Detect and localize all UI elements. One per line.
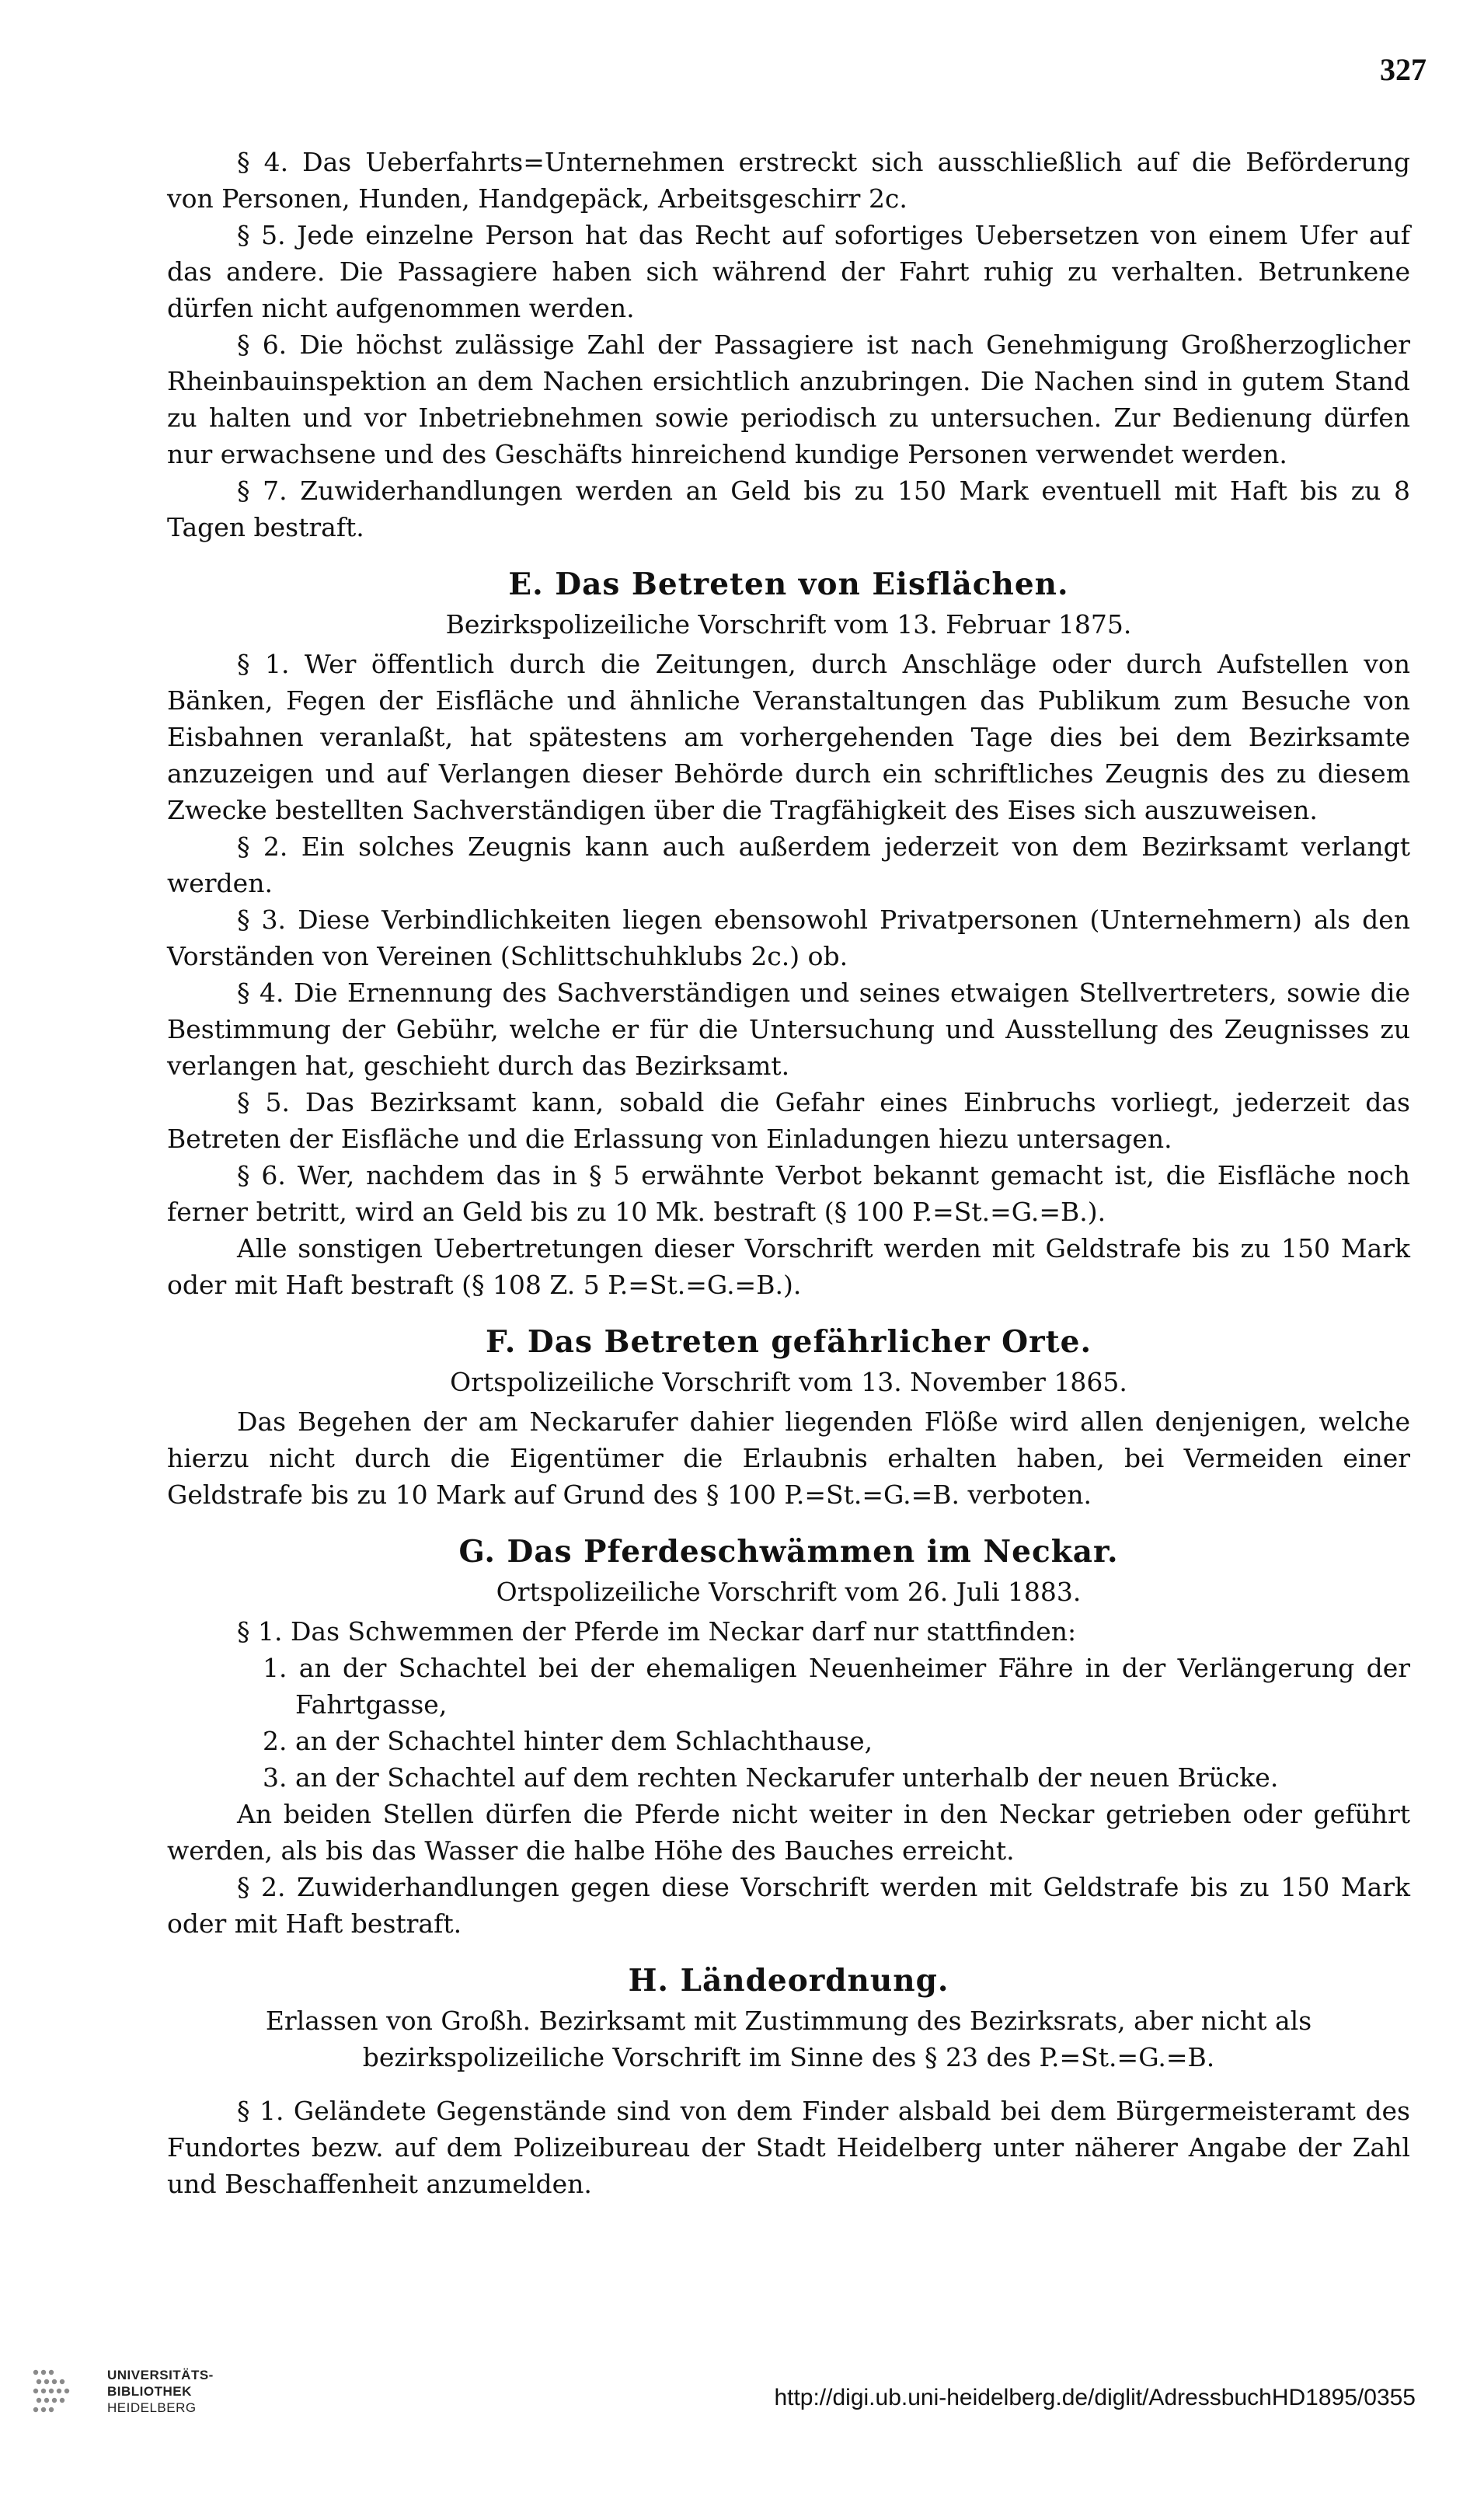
- logo-line-3: HEIDELBERG: [107, 2400, 197, 2415]
- logo-dot: [57, 2389, 61, 2393]
- paragraph-e-4: § 4. Die Ernennung des Sachverständigen und seines etwaigen Stellvertreters, sowie die Bestimmung der Gebühr, welche er für die Untersuchung und Ausstellung des Zeugnisses zu verlangen hat, geschieht durch das Bezirksamt.: [167, 978, 1410, 1081]
- section-g-title: G. Das Pferdeschwämmen im Neckar.: [458, 1534, 1119, 1570]
- paragraph-h-1: § 1. Geländete Gegenstände sind von dem Finder alsbald bei dem Bürgermeisteramt des Fundortes bezw. auf dem Polizeibureau der Stadt Heidelberg unter näherer Angabe der Zahl und Beschaffenheit anzumelden.: [167, 2096, 1410, 2199]
- section-h-title: H. Ländeordnung.: [628, 1963, 949, 1999]
- paragraph-e-2: § 2. Ein solches Zeugnis kann auch außerdem jederzeit von dem Bezirksamt verlangt werden.: [167, 831, 1410, 898]
- logo-line-1: UNIVERSITÄTS-: [107, 2368, 214, 2382]
- paragraph-pre-6: § 6. Die höchst zulässige Zahl der Passagiere ist nach Genehmigung Großherzoglicher Rheinbauinspektion an dem Nachen ersichtlich anzubringen. Die Nachen sind in gutem Stand zu halten und vor Inbetriebnehmen sowie periodisch zu untersuchen. Zur Bedienung dürfen nur erwachsene und des Geschäfts hinreichend kundige Personen verwendet werden.: [167, 329, 1410, 469]
- logo-dot: [37, 2398, 41, 2403]
- logo-dot: [60, 2398, 64, 2403]
- library-seal-icon: [30, 2358, 73, 2428]
- logo-line-2: BIBLIOTHEK: [107, 2384, 192, 2399]
- logo-dot: [44, 2398, 49, 2403]
- logo-dot: [33, 2370, 38, 2375]
- logo-dot: [60, 2379, 64, 2384]
- logo-dot: [52, 2398, 57, 2403]
- logo-dot: [44, 2379, 49, 2384]
- logo-dot: [49, 2370, 54, 2375]
- paragraph-g-2: § 2. Zuwiderhandlungen gegen diese Vorschrift werden mit Geldstrafe bis zu 150 Mark oder mit Haft bestraft.: [167, 1872, 1410, 1939]
- list-item-g-2: 2. an der Schachtel hinter dem Schlachthause,: [263, 1726, 873, 1756]
- logo-dot: [37, 2379, 41, 2384]
- section-h-subtitle-1: Erlassen von Großh. Bezirksamt mit Zustimmung des Bezirksrats, aber nicht als: [265, 2006, 1312, 2036]
- logo-dot: [33, 2407, 38, 2412]
- logo-dot: [64, 2389, 69, 2393]
- logo-dot: [52, 2379, 57, 2384]
- paragraph-pre-5: § 5. Jede einzelne Person hat das Recht auf sofortiges Uebersetzen von einem Ufer auf das andere. Die Passagiere haben sich während der Fahrt ruhig zu verhalten. Betrunkene dürfen nicht aufgenommen werden.: [167, 220, 1410, 323]
- logo-dot: [41, 2389, 46, 2393]
- logo-dot: [41, 2370, 46, 2375]
- paragraph-e-6: § 6. Wer, nachdem das in § 5 erwähnte Verbot bekannt gemacht ist, die Eisfläche noch ferner betritt, wird an Geld bis zu 10 Mk. bestraft (§ 100 P.=St.=G.=B.).: [167, 1160, 1410, 1227]
- section-h-subtitle-2: bezirkspolizeiliche Vorschrift im Sinne des § 23 des P.=St.=G.=B.: [362, 2042, 1215, 2072]
- paragraph-g-1: An beiden Stellen dürfen die Pferde nicht weiter in den Neckar getrieben oder geführt werden, als bis das Wasser die halbe Höhe des Bauches erreicht.: [167, 1799, 1410, 1866]
- page-number: 327: [1380, 52, 1427, 87]
- section-f-subtitle: Ortspolizeiliche Vorschrift vom 13. November 1865.: [450, 1367, 1127, 1397]
- paragraph-e-3: § 3. Diese Verbindlichkeiten liegen ebensowohl Privatpersonen (Unternehmern) als den Vorständen von Vereinen (Schlittschuhklubs 2c.) ob.: [167, 904, 1410, 971]
- section-g-subtitle: Ortspolizeiliche Vorschrift vom 26. Juli 1883.: [496, 1577, 1082, 1607]
- source-url[interactable]: http://digi.ub.uni-heidelberg.de/diglit/AdressbuchHD1895/0355: [774, 2385, 1416, 2410]
- paragraph-pre-7: § 7. Zuwiderhandlungen werden an Geld bis zu 150 Mark eventuell mit Haft bis zu 8 Tagen bestraft.: [167, 476, 1410, 542]
- paragraph-g-intro: § 1. Das Schwemmen der Pferde im Neckar darf nur stattfinden:: [237, 1616, 1077, 1647]
- logo-dot: [49, 2407, 54, 2412]
- logo-dot: [33, 2389, 38, 2393]
- paragraph-f-1: Das Begehen der am Neckarufer dahier liegenden Flöße wird allen denjenigen, welche hierzu nicht durch die Eigentümer die Erlaubnis erhalten haben, bei Vermeiden einer Geldstrafe bis zu 10 Mark auf Grund des § 100 P.=St.=G.=B. verboten.: [167, 1406, 1410, 1510]
- paragraph-e-5: § 5. Das Bezirksamt kann, sobald die Gefahr eines Einbruchs vorliegt, jederzeit das Betreten der Eisfläche und die Erlassung von Einladungen hiezu untersagen.: [167, 1087, 1410, 1154]
- section-e-title: E. Das Betreten von Eisflächen.: [508, 566, 1069, 602]
- section-e-subtitle: Bezirkspolizeiliche Vorschrift vom 13. Februar 1875.: [445, 609, 1132, 640]
- logo-dot: [49, 2389, 54, 2393]
- logo-dot: [41, 2407, 46, 2412]
- paragraph-e-1: § 1. Wer öffentlich durch die Zeitungen, durch Anschläge oder durch Aufstellen von Bänken, Fegen der Eisfläche und ähnliche Veranstaltungen das Publikum zum Besuche von Eisbahnen veranlaßt, hat spätestens am vorhergehenden Tage dies bei dem Bezirksamte anzuzeigen und auf Verlangen dieser Behörde durch ein schriftliches Zeugnis des zu diesem Zwecke bestellten Sachverständigen über die Tragfähigkeit des Eises sich auszuweisen.: [167, 649, 1410, 825]
- paragraph-e-7: Alle sonstigen Uebertretungen dieser Vorschrift werden mit Geldstrafe bis zu 150 Mark oder mit Haft bestraft (§ 108 Z. 5 P.=St.=G.=B.).: [167, 1233, 1410, 1300]
- section-f-title: F. Das Betreten gefährlicher Orte.: [485, 1324, 1092, 1360]
- page-body: [167, 144, 1410, 2202]
- library-logo: [30, 2358, 216, 2428]
- paragraph-pre-4: § 4. Das Ueberfahrts=Unternehmen erstreckt sich ausschließlich auf die Beförderung von Personen, Hunden, Handgepäck, Arbeitsgeschirr 2c.: [167, 147, 1410, 214]
- list-item-g-3: 3. an der Schachtel auf dem rechten Neckarufer unterhalb der neuen Brücke.: [263, 1762, 1279, 1793]
- list-item-g-1: 1. an der Schachtel bei der ehemaligen Neuenheimer Fähre in der Verlängerung der Fahrtgasse,: [263, 1653, 1410, 1720]
